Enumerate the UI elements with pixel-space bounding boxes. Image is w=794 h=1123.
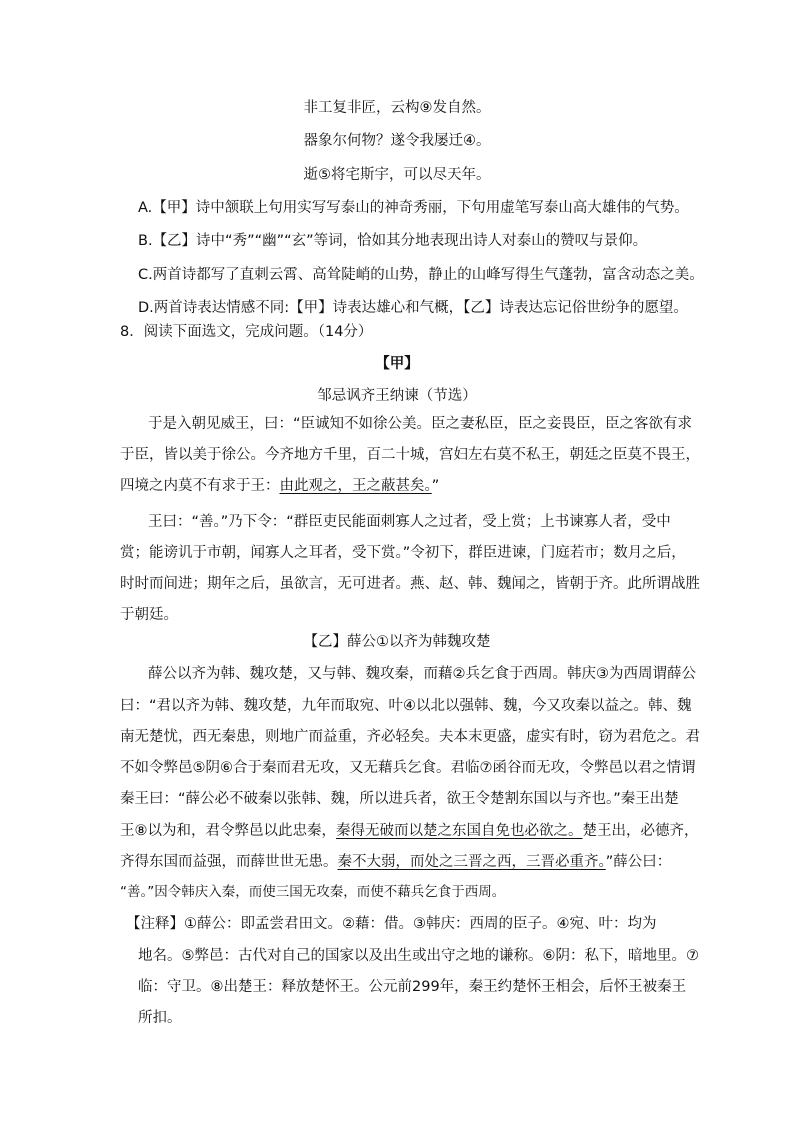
yi-line-4: 不如令弊邑⑤阴⑥合于秦而君无攻，又无藉兵乞食。君临⑦函谷而无攻，令弊邑以君之情谓	[120, 760, 696, 776]
option-d: D.两首诗表达情感不同:【甲】诗表达雄心和气概，【乙】诗表达忘记俗世纷争的愿望。	[138, 300, 688, 316]
underlined-sentence-2: 秦得无破而以楚之东国自免也必欲之。	[336, 823, 583, 839]
jia-paragraph-1-line-1: 于是入朝见威王，曰：“臣诚知不如徐公美。臣之妻私臣，臣之妾畏臣，臣之客欲有求	[148, 416, 693, 432]
yi-line-8: “善。”因令韩庆入秦，而使三国无攻秦，而使不藉兵乞食于西周。	[120, 884, 506, 900]
yi-line-6: 王⑧以为和，君令弊邑以此忠秦，秦得无破而以楚之东国自免也必欲之。楚王出，必德齐，	[120, 823, 699, 839]
notes-line-2: 地名。⑤弊邑：古代对自己的国家以及出生或出守之地的谦称。⑥阴：私下，暗地里。⑦	[138, 948, 699, 964]
jia-paragraph-2-line-3: 时时而间进；期年之后，虽欲言，无可进者。燕、赵、韩、魏闻之，皆朝于齐。此所谓战胜	[120, 576, 700, 592]
yi-line-2: 曰：“君以齐为韩、魏攻楚，九年而取宛、叶④以北以强韩、魏，今又攻秦以益之。韩、魏	[120, 698, 692, 714]
option-c: C.两首诗都写了直刺云霄、高耸陡峭的山势，静止的山峰写得生气蓬勃，富含动态之美。	[138, 267, 704, 283]
yi-line-3: 南无楚忧，西无秦患，则地广而益重，齐必轻矣。夫本末更盛，虚实有时，窃为君危之。君	[120, 729, 700, 745]
option-b: B.【乙】诗中“秀”“幽”“玄”等词，恰如其分地表现出诗人对泰山的赞叹与景仰。	[138, 233, 648, 249]
jia-title: 邹忌讽齐王纳谏（节选）	[317, 388, 477, 404]
jia-paragraph-1-line-3: 四境之内莫不有求于王：由此观之，王之蔽甚矣。”	[120, 478, 440, 494]
option-a: A.【甲】诗中颔联上句用实写写泰山的神奇秀丽，下句用虚笔写泰山高大雄伟的气势。	[138, 200, 689, 216]
jia-paragraph-2-line-2: 赏；能谤讥于市朝，闻寡人之耳者，受下赏。”令初下，群臣进谏，门庭若市；数月之后，	[120, 545, 686, 561]
yi-title: 【乙】薛公①以齐为韩魏攻楚	[303, 634, 491, 650]
yi-line-7: 齐得东国而益强，而薛世世无患。秦不大弱，而处之三晋之西，三晋必重齐。”薛公曰：	[120, 854, 672, 870]
question-8: 8．阅读下面选文，完成问题。（14分）	[120, 324, 373, 340]
jia-paragraph-2-line-1: 王曰：“善。”乃下令：“群臣吏民能面刺寡人之过者，受上赏；上书谏寡人者，受中	[148, 514, 671, 530]
underlined-sentence-3: 秦不大弱，而处之三晋之西，三晋必重齐。	[337, 854, 606, 870]
poem-line-2: 器象尔何物？遂令我屡迁④。	[303, 133, 491, 149]
notes-line-3: 临：守卫。⑧出楚王：释放楚怀王。公元前299年，秦王约楚怀王相会，后怀王被秦王	[138, 979, 687, 995]
jia-paragraph-1-line-2: 于臣，皆以美于徐公。今齐地方千里，百二十城，宫妇左右莫不私王，朝廷之臣莫不畏王，	[120, 447, 700, 463]
notes-line-4: 所扣。	[138, 1010, 182, 1026]
underlined-sentence-1: 由此观之，王之蔽甚矣。	[279, 478, 432, 494]
yi-line-1: 薛公以齐为韩、魏攻楚，又与韩、魏攻秦，而藉②兵乞食于西周。韩庆③为西周谓薛公	[148, 666, 696, 682]
notes-line-1: 【注释】①薛公：即孟尝君田文。②藉：借。③韩庆：西周的臣子。④宛、叶：均为	[126, 916, 657, 932]
yi-line-5: 秦王曰：“薛公必不破秦以张韩、魏，所以进兵者，欲王令楚割东国以与齐也。”秦王出楚	[120, 791, 679, 807]
poem-line-1: 非工复非匠，云构⑨发自然。	[303, 100, 491, 116]
jia-label: 【甲】	[375, 356, 419, 372]
poem-line-3: 逝⑤将宅斯宇，可以尽天年。	[303, 167, 491, 183]
jia-paragraph-2-line-4: 于朝廷。	[120, 607, 178, 623]
